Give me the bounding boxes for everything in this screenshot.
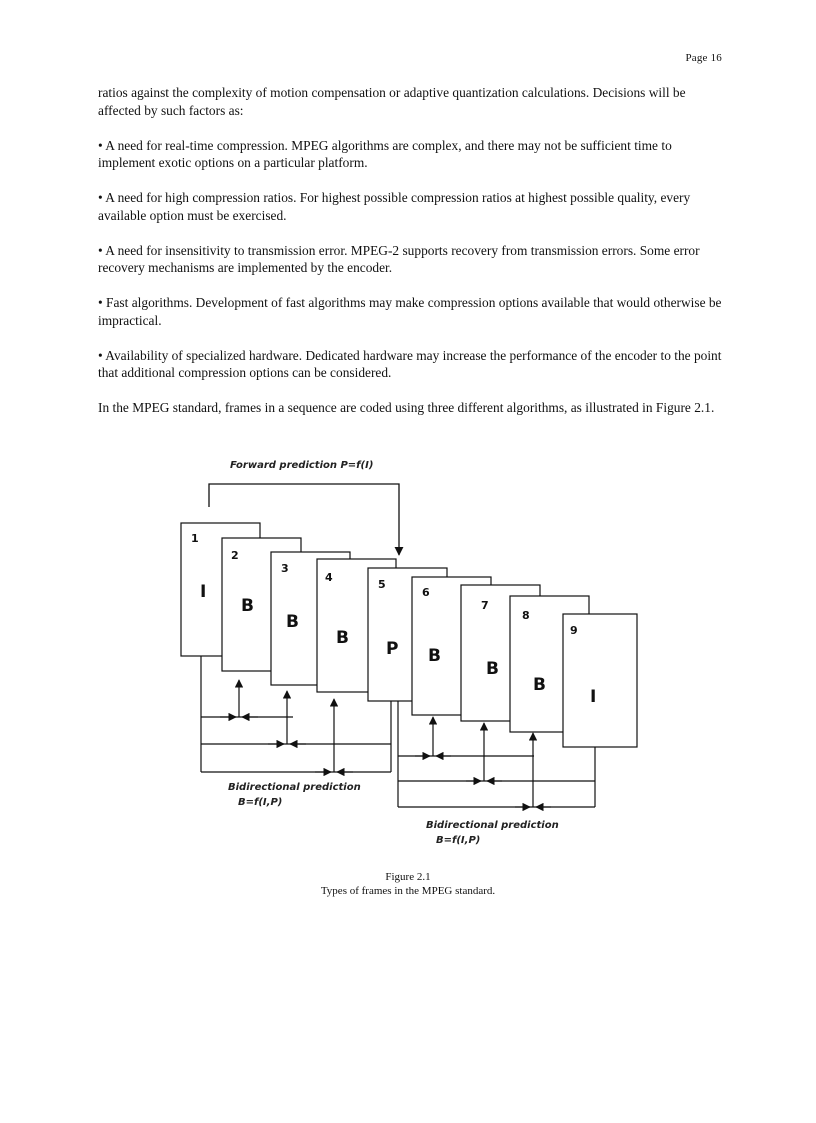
svg-text:B: B [336,628,349,648]
svg-text:I: I [590,687,597,707]
svg-text:8: 8 [522,609,530,622]
svg-text:9: 9 [570,624,578,637]
body-text [98,84,722,434]
svg-text:7: 7 [481,599,489,612]
bidir-left-formula: B=f(I,P) [238,797,283,808]
svg-text:B: B [428,646,441,666]
forward-prediction-label: Forward prediction P=f(I) [230,460,374,471]
frames-diagram [150,447,670,862]
svg-text:2: 2 [231,549,239,562]
bidir-left-label: Bidirectional prediction [228,782,361,793]
frame-9 [563,614,637,747]
svg-text:6: 6 [422,586,430,599]
svg-text:B: B [533,675,546,695]
paragraph-figure-intro: In the MPEG standard, frames in a sequence are coded using three different algorithms, as illustrated in Figure 2.1. [98,400,715,415]
svg-text:4: 4 [325,571,333,584]
paragraph-specialized-hardware: • Availability of specialized hardware. Dedicated hardware may increase the performance of the encoder to the point that additional compression options can be considered. [98,347,722,380]
bidir-right-label: Bidirectional prediction [426,820,559,831]
svg-text:5: 5 [378,578,386,591]
svg-text:B: B [486,659,499,679]
page-number: Page 16 [685,52,722,64]
svg-text:B: B [241,596,254,616]
paragraph-fast-algorithms: • Fast algorithms. Development of fast algorithms may make compression options available that would otherwise be impractical. [98,295,722,328]
figure-caption [200,870,616,898]
figure-caption-text: Types of frames in the MPEG standard. [320,885,496,897]
figure-caption-title: Figure 2.1 [385,871,431,883]
svg-text:1: 1 [191,532,199,545]
paragraph-realtime: • A need for real-time compression. MPEG algorithms are complex, and there may not be sufficient time to implement exotic options on a particular platform. [98,137,672,170]
figure-mpeg-frames [150,447,670,862]
paragraph-intro: ratios against the complexity of motion compensation or adaptive quantization calculations. Decisions will be affected by such factors as: [98,85,686,118]
svg-text:I: I [200,582,207,602]
paragraph-transmission-error: • A need for insensitivity to transmission error. MPEG-2 supports recovery from transmission errors. Some error recovery mechanisms are implemented by the encoder. [98,242,700,275]
paragraph-compression-ratio: • A need for high compression ratios. For highest possible compression ratios at highest possible quality, every available option must be exercised. [98,190,691,223]
bidir-right-formula: B=f(I,P) [436,835,481,846]
svg-text:B: B [286,612,299,632]
svg-text:P: P [386,639,399,659]
svg-text:3: 3 [281,562,289,575]
